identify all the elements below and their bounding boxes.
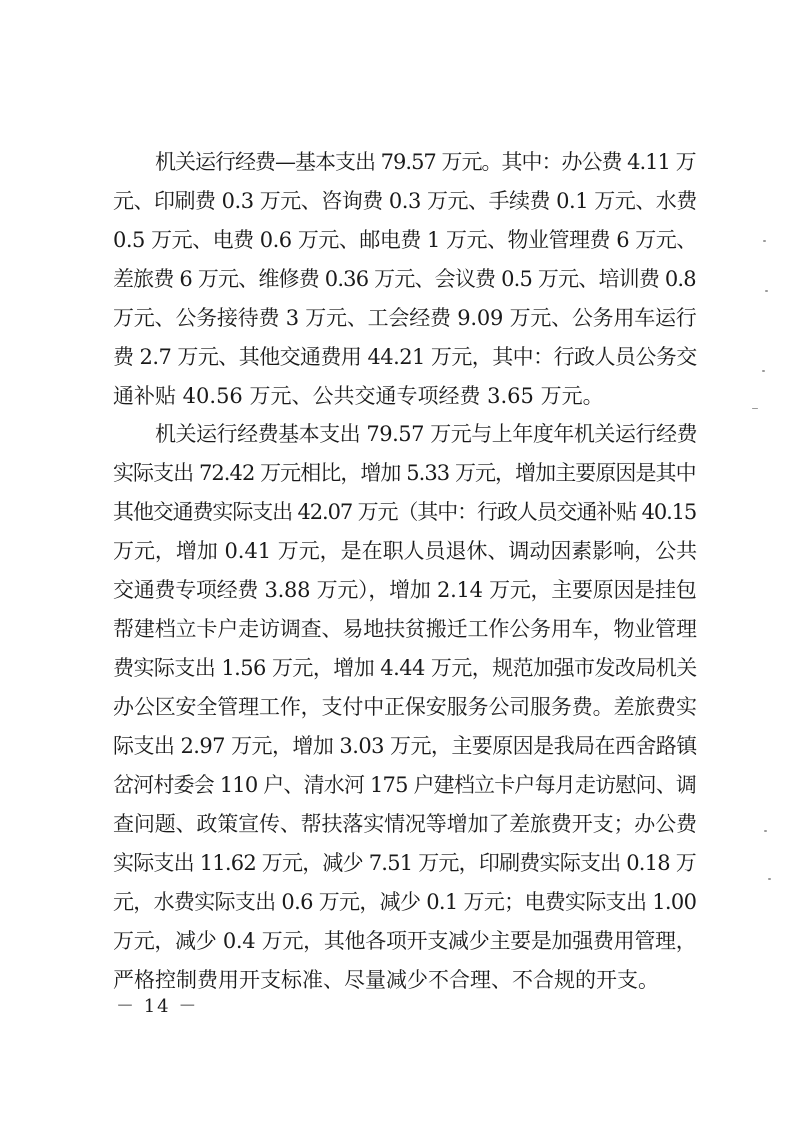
paragraph-line: 元，水费实际支出 0.6 万元，减少 0.1 万元；电费实际支出 1.00: [113, 890, 697, 914]
paragraph-line: 万元、公务接待费 3 万元、工会经费 9.09 万元、公务用车运行: [113, 306, 697, 330]
scan-speck: [763, 240, 766, 242]
paragraph-line: 交通费专项经费 3.88 万元），增加 2.14 万元，主要原因是挂包: [113, 578, 697, 602]
paragraph-line: 办公区安全管理工作，支付中正保安服务公司服务费。差旅费实: [113, 695, 697, 719]
paragraph-line: 万元，增加 0.41 万元，是在职人员退休、调动因素影响，公共: [113, 539, 698, 563]
paragraph-line: 费实际支出 1.56 万元，增加 4.44 万元，规范加强市发改局机关: [113, 656, 697, 680]
page-number: － 14 －: [116, 996, 199, 1017]
paragraph-line: 费 2.7 万元、其他交通费用 44.21 万元，其中：行政人员公务交: [113, 345, 697, 369]
scan-speck: [752, 408, 758, 409]
paragraph-line: 岔河村委会 110 户、清水河 175 户建档立卡户每月走访慰问、调: [113, 773, 697, 797]
paragraph-line: 实际支出 11.62 万元，减少 7.51 万元，印刷费实际支出 0.18 万: [113, 851, 696, 875]
scan-speck: [768, 878, 771, 880]
scan-speck: [765, 290, 768, 292]
paragraph-line: 帮建档立卡户走访调查、易地扶贫搬迁工作公务用车，物业管理: [113, 617, 697, 641]
paragraph-line: 机关运行经费—基本支出 79.57 万元。其中：办公费 4.11 万: [155, 150, 696, 174]
paragraph-line: 严格控制费用开支标准、尽量减少不合理、不合规的开支。: [113, 968, 659, 992]
paragraph-line: 查问题、政策宣传、帮扶落实情况等增加了差旅费开支；办公费: [113, 812, 697, 836]
paragraph-line: 通补贴 40.56 万元、公共交通专项经费 3.65 万元。: [113, 384, 604, 408]
paragraph-line: 元、印刷费 0.3 万元、咨询费 0.3 万元、手续费 0.1 万元、水费: [113, 189, 697, 213]
paragraph-line: 0.5 万元、电费 0.6 万元、邮电费 1 万元、物业管理费 6 万元、: [113, 228, 697, 252]
paragraph-line: 实际支出 72.42 万元相比，增加 5.33 万元，增加主要原因是其中: [113, 461, 696, 485]
scan-speck: [764, 830, 767, 832]
paragraph-line: 际支出 2.97 万元，增加 3.03 万元，主要原因是我局在西舍路镇: [113, 734, 697, 758]
paragraph-line: 差旅费 6 万元、维修费 0.36 万元、会议费 0.5 万元、培训费 0.8: [113, 267, 696, 291]
scan-speck: [762, 370, 765, 372]
paragraph-line: 万元，减少 0.4 万元，其他各项开支减少主要是加强费用管理，: [113, 929, 697, 953]
paragraph-line: 其他交通费实际支出 42.07 万元（其中：行政人员交通补贴 40.15: [113, 500, 697, 524]
paragraph-line: 机关运行经费基本支出 79.57 万元与上年度年机关运行经费: [155, 422, 697, 446]
